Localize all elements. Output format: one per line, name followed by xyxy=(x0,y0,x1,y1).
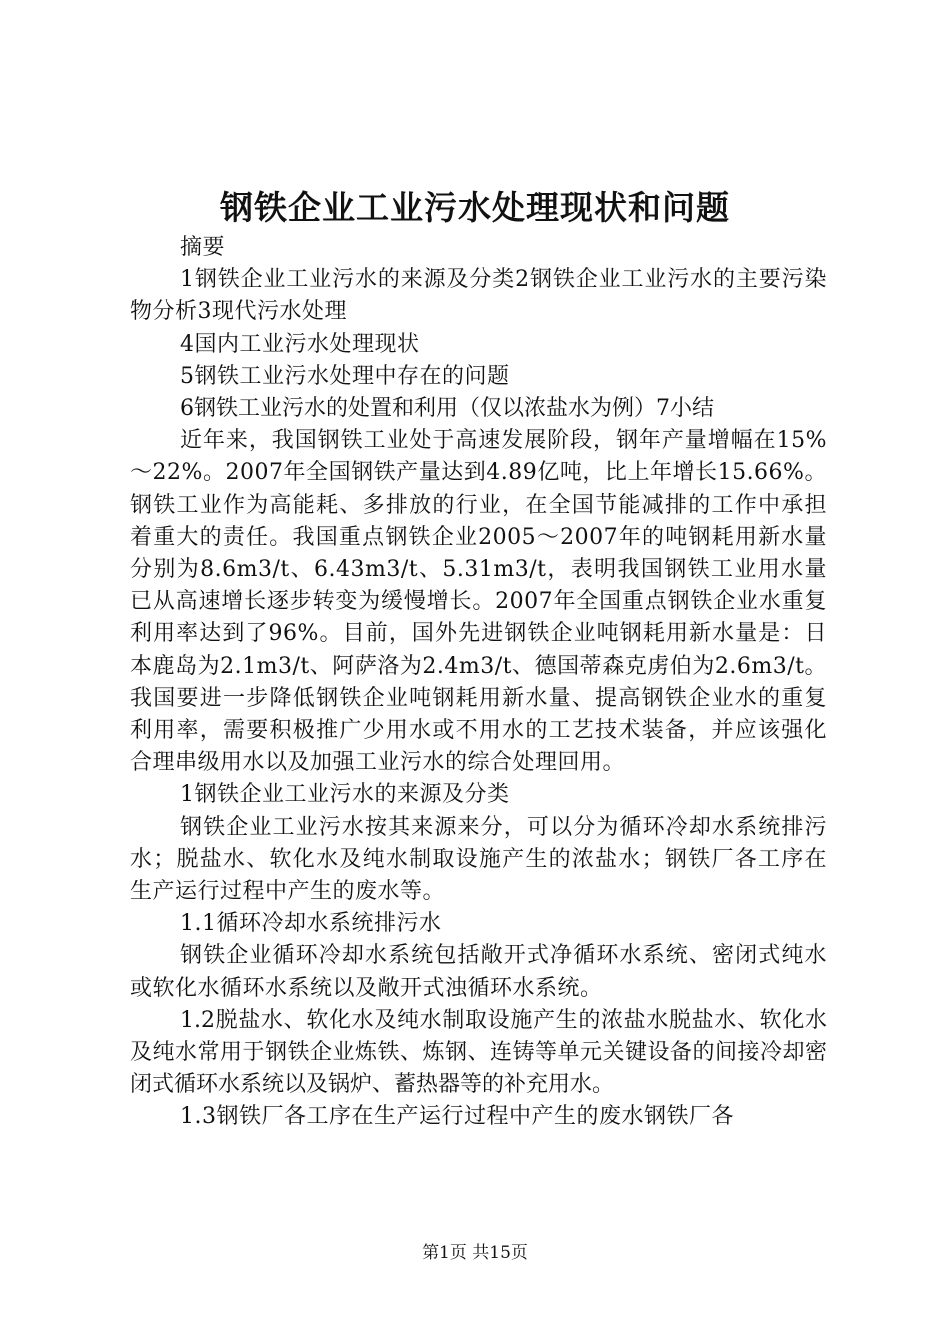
section-1-paragraph: 钢铁企业工业污水按其来源来分，可以分为循环冷却水系统排污水；脱盐水、软化水及纯水制取设施产生的浓盐水；钢铁厂各工序在生产运行过程中产生的废水等。 xyxy=(130,814,827,905)
toc-line-1-3: 1钢铁企业工业污水的来源及分类2钢铁企业工业污水的主要污染物分析3现代污水处理 xyxy=(130,267,827,325)
document-title: 钢铁企业工业污水处理现状和问题 xyxy=(220,188,730,227)
section-1-3-paragraph: 1.3钢铁厂各工序在生产运行过程中产生的废水钢铁厂各 xyxy=(180,1104,734,1130)
section-heading-1: 1钢铁企业工业污水的来源及分类 xyxy=(180,782,510,808)
toc-line-4: 4国内工业污水处理现状 xyxy=(180,331,420,357)
section-1-1-paragraph: 钢铁企业循环冷却水系统包括敞开式净循环水系统、密闭式纯水或软化水循环水系统以及敞开式浊循环水系统。 xyxy=(130,943,827,1001)
section-heading-1-1: 1.1循环冷却水系统排污水 xyxy=(180,911,442,937)
document-body xyxy=(130,232,827,1134)
toc-line-5: 5钢铁工业污水处理中存在的问题 xyxy=(180,363,510,389)
intro-paragraph: 近年来，我国钢铁工业处于高速发展阶段，钢年产量增幅在15%～22%。2007年全国钢铁产量达到4.89亿吨，比上年增长15.66%。钢铁工业作为高能耗、多排放的行业，在全国节能减排的工作中承担着重大的责任。我国重点钢铁企业2005～2007年的吨钢耗用新水量分别为8.6m3/t、6.43m3/t、5.31m3/t，表明我国钢铁工业用水量已从高速增长逐步转变为缓慢增长。2007年全国重点钢铁企业水重复利用率达到了96%。目前，国外先进钢铁企业吨钢耗用新水量是：日本鹿岛为2.1m3/t、阿萨洛为2.4m3/t、德国蒂森克虏伯为2.6m3/t。我国要进一步降低钢铁企业吨钢耗用新水量、提高钢铁企业水的重复利用率，需要积极推广少用水或不用水的工艺技术装备，并应该强化合理串级用水以及加强工业污水的综合处理回用。 xyxy=(130,428,827,776)
abstract-heading: 摘要 xyxy=(180,235,226,260)
toc-line-6-7: 6钢铁工业污水的处置和利用（仅以浓盐水为例）7小结 xyxy=(180,396,714,422)
page-number-footer: 第1页 共15页 xyxy=(422,1243,528,1263)
section-1-2-paragraph: 1.2脱盐水、软化水及纯水制取设施产生的浓盐水脱盐水、软化水及纯水常用于钢铁企业炼铁、炼钢、连铸等单元关键设备的间接冷却密闭式循环水系统以及锅炉、蓄热器等的补充用水。 xyxy=(130,1007,827,1098)
